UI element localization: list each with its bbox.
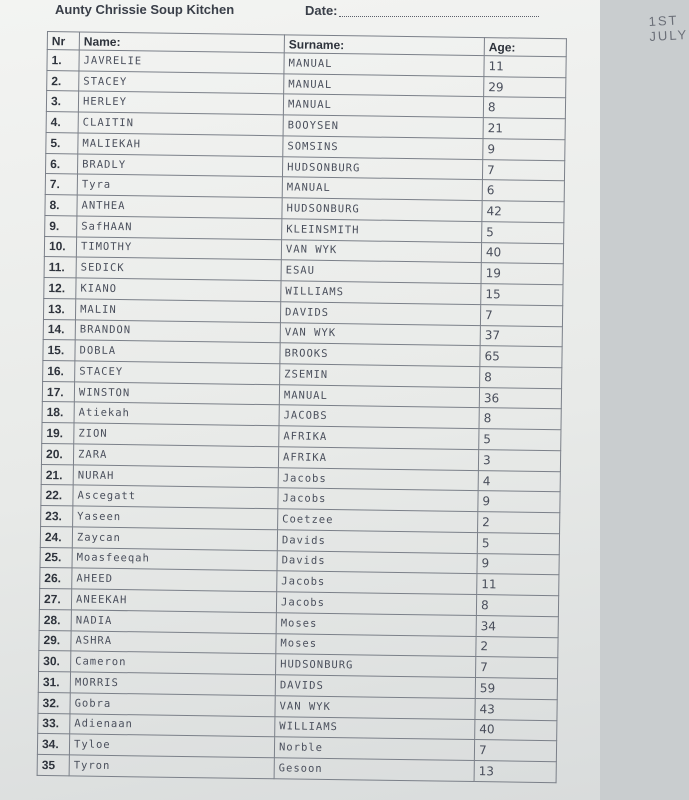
surname: DAVIDS <box>275 675 475 699</box>
sheet-title: Aunty Chrissie Soup Kitchen <box>55 2 235 17</box>
surname: Jacobs <box>276 592 476 616</box>
first-name: STACEY <box>79 71 284 95</box>
surname: ZSEMIN <box>280 364 480 388</box>
first-name: MALIEKAH <box>78 133 283 157</box>
surname: HUDSONBURG <box>276 654 476 678</box>
row-number: 17. <box>42 381 74 402</box>
age: 40 <box>481 242 563 264</box>
first-name: Yaseen <box>73 506 278 530</box>
row-number: 13. <box>43 298 75 319</box>
age: 37 <box>480 325 562 347</box>
age: 9 <box>478 491 560 513</box>
first-name: TIMOTHY <box>76 237 281 261</box>
first-name: Cameron <box>71 651 276 675</box>
surname: VAN WYK <box>281 239 481 263</box>
age: 4 <box>478 470 560 492</box>
row-number: 24. <box>40 526 72 547</box>
first-name: ZARA <box>73 444 278 468</box>
first-name: NURAH <box>73 465 278 489</box>
age: 7 <box>482 159 564 181</box>
row-number: 16. <box>43 360 75 381</box>
surname: MANUAL <box>279 385 479 409</box>
age: 34 <box>476 615 558 637</box>
age: 5 <box>482 221 564 243</box>
surname: Davids <box>277 530 477 554</box>
surname: MANUAL <box>284 53 484 77</box>
row-number: 21. <box>41 464 73 485</box>
age: 7 <box>476 657 558 679</box>
first-name: SafHAAN <box>77 216 282 240</box>
first-name: MALIN <box>75 299 280 323</box>
row-number: 32. <box>38 692 70 713</box>
age: 2 <box>476 636 558 658</box>
age: 11 <box>484 56 566 78</box>
first-name: STACEY <box>75 361 280 385</box>
surname: Davids <box>277 550 477 574</box>
surname: JACOBS <box>279 405 479 429</box>
surname: MANUAL <box>282 177 482 201</box>
surname: Moses <box>276 633 476 657</box>
age: 2 <box>478 512 560 534</box>
date-line <box>339 12 689 44</box>
row-number: 35 <box>37 754 69 775</box>
table-body <box>37 50 566 783</box>
surname: DAVIDS <box>280 302 480 326</box>
age: 9 <box>483 139 565 161</box>
surname: KLEINSMITH <box>282 219 482 243</box>
row-number: 4. <box>46 112 78 133</box>
first-name: HERLEY <box>78 91 283 115</box>
row-number: 31. <box>38 671 70 692</box>
row-number: 20. <box>41 443 73 464</box>
first-name: ZION <box>74 423 279 447</box>
row-number: 14. <box>43 319 75 340</box>
first-name: JAVRELIE <box>79 50 284 74</box>
age: 7 <box>480 304 562 326</box>
age: 5 <box>479 429 561 451</box>
age: 8 <box>476 595 558 617</box>
surname: WILLIAMS <box>281 281 481 305</box>
col-header-age: Age: <box>484 38 566 57</box>
row-number: 28. <box>39 609 71 630</box>
age: 5 <box>477 532 559 554</box>
first-name: Ascegatt <box>73 485 278 509</box>
row-number: 1. <box>47 50 79 71</box>
age: 59 <box>475 678 557 700</box>
col-header-nr: Nr <box>47 32 79 50</box>
row-number: 29. <box>39 630 71 651</box>
row-number: 27. <box>39 589 71 610</box>
first-name: Gobra <box>70 693 275 717</box>
row-number: 10. <box>44 236 76 257</box>
row-number: 6. <box>46 153 78 174</box>
attendance-table <box>37 31 567 783</box>
row-number: 7. <box>45 174 77 195</box>
row-number: 8. <box>45 195 77 216</box>
age: 40 <box>475 719 557 741</box>
age: 8 <box>483 97 565 119</box>
first-name: Tyron <box>69 755 274 779</box>
surname: Moses <box>276 613 476 637</box>
surname: VAN WYK <box>280 322 480 346</box>
row-number: 3. <box>46 91 78 112</box>
first-name: BRADLY <box>78 154 283 178</box>
row-number: 23. <box>41 506 73 527</box>
row-number: 25. <box>40 547 72 568</box>
first-name: Adienaan <box>70 713 275 737</box>
surname: MANUAL <box>284 74 484 98</box>
surname: AFRIKA <box>279 426 479 450</box>
first-name: WINSTON <box>74 382 279 406</box>
surname: Norble <box>274 737 474 761</box>
row-number: 9. <box>45 215 77 236</box>
age: 21 <box>483 118 565 140</box>
age: 36 <box>479 387 561 409</box>
row-number: 15. <box>43 340 75 361</box>
surname: Gesoon <box>274 758 474 782</box>
age: 13 <box>474 761 556 783</box>
age: 11 <box>477 574 559 596</box>
age: 65 <box>480 346 562 368</box>
row-number: 2. <box>47 70 79 91</box>
row-number: 19. <box>42 423 74 444</box>
row-number: 33. <box>38 713 70 734</box>
first-name: AHEED <box>72 568 277 592</box>
row-number: 5. <box>46 132 78 153</box>
first-name: ASHRA <box>71 630 276 654</box>
surname: VAN WYK <box>275 696 475 720</box>
surname: BOOYSEN <box>283 115 483 139</box>
surname: WILLIAMS <box>275 716 475 740</box>
first-name: Atiekah <box>74 402 279 426</box>
first-name: MORRIS <box>70 672 275 696</box>
surname: MANUAL <box>283 94 483 118</box>
row-number: 12. <box>44 278 76 299</box>
row-number: 26. <box>40 568 72 589</box>
row-number: 34. <box>37 734 69 755</box>
col-header-surname: Surname: <box>284 35 484 56</box>
row-number: 11. <box>44 257 76 278</box>
first-name: KIANO <box>76 278 281 302</box>
first-name: CLAITIN <box>78 112 283 136</box>
row-number: 30. <box>39 651 71 672</box>
age: 15 <box>481 284 563 306</box>
surname: Jacobs <box>278 488 478 512</box>
first-name: SEDICK <box>76 257 281 281</box>
surname: ESAU <box>281 260 481 284</box>
age: 42 <box>482 201 564 223</box>
surname: Jacobs <box>277 571 477 595</box>
row-number: 22. <box>41 485 73 506</box>
first-name: BRANDON <box>75 319 280 343</box>
age: 29 <box>484 76 566 98</box>
first-name: ANEEKAH <box>71 589 276 613</box>
col-header-name: Name: <box>79 32 284 53</box>
age: 7 <box>474 740 556 762</box>
surname: HUDSONBURG <box>282 156 482 180</box>
row-number: 18. <box>42 402 74 423</box>
first-name: Tyra <box>77 174 282 198</box>
surname: BROOKS <box>280 343 480 367</box>
first-name: ANTHEA <box>77 195 282 219</box>
age: 6 <box>482 180 564 202</box>
first-name: Zaycan <box>72 527 277 551</box>
age: 8 <box>480 367 562 389</box>
date-label: Date: <box>305 3 338 18</box>
surname: Coetzee <box>278 509 478 533</box>
age: 43 <box>475 698 557 720</box>
age: 3 <box>478 450 560 472</box>
first-name: Moasfeeqah <box>72 548 277 572</box>
surname: SOMSINS <box>283 136 483 160</box>
surname: AFRIKA <box>278 447 478 471</box>
surname: HUDSONBURG <box>282 198 482 222</box>
surname: Jacobs <box>278 467 478 491</box>
date-value: 1ST JULY <box>648 12 689 44</box>
age: 8 <box>479 408 561 430</box>
first-name: DOBLA <box>75 340 280 364</box>
first-name: NADIA <box>71 610 276 634</box>
age: 9 <box>477 553 559 575</box>
age: 19 <box>481 263 563 285</box>
first-name: Tyloe <box>69 734 274 758</box>
